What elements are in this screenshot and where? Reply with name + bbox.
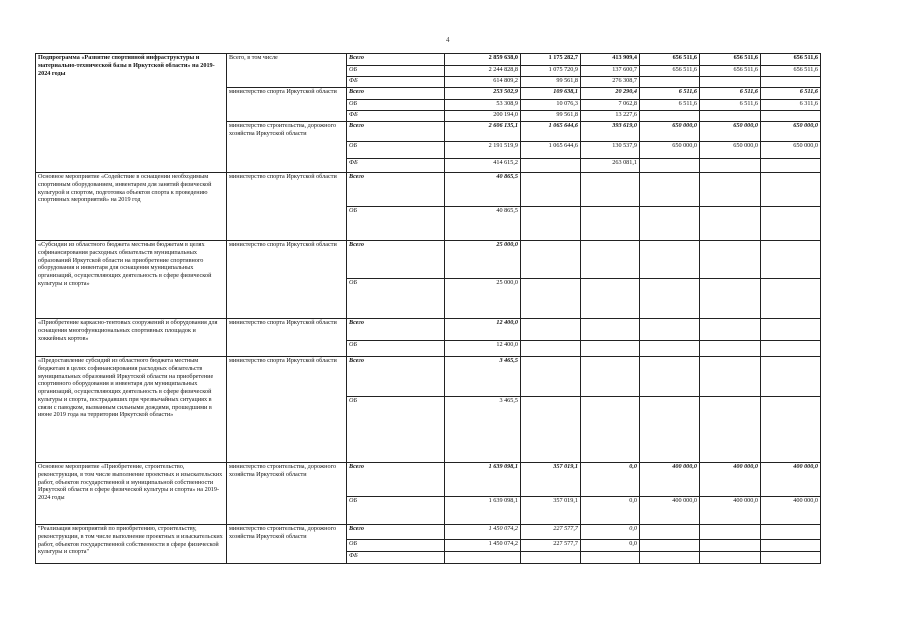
value-cell: 109 638,1 — [521, 88, 581, 100]
value-cell: 99 561,8 — [521, 111, 581, 122]
row-executor: министерство спорта Иркутской области — [227, 241, 347, 319]
value-cell: 656 511,6 — [700, 54, 761, 66]
row-executor: министерство спорта Иркутской области — [227, 319, 347, 357]
value-cell: 25 000,0 — [445, 279, 521, 319]
value-cell: 1 075 720,9 — [521, 66, 581, 77]
value-cell: 656 511,6 — [640, 54, 700, 66]
value-cell: 6 511,6 — [761, 88, 821, 100]
value-cell: 20 290,4 — [581, 88, 640, 100]
row-name-activity: «Предоставление субсидий из областного бюджета местным бюджетам в целях софинансирования расходных обязательств муниципальных образований Иркутской области на приобретение спортивного оборудования и инвентаря для муниципальных организаций, осуществляющих деятельность в сфере физической культуры и спорта, пострадавших при чрезвычайных ситуациях в связи с паводком, вызванным сильными дождями, прошедшими в июне 2019 года на территории Иркутской области» — [36, 357, 227, 463]
value-cell: 400 000,0 — [700, 497, 761, 525]
value-cell: 357 019,1 — [521, 497, 581, 525]
value-cell: 130 537,9 — [581, 142, 640, 159]
value-cell: 2 191 519,9 — [445, 142, 521, 159]
value-cell: 413 909,4 — [581, 54, 640, 66]
value-cell: 3 465,5 — [445, 397, 521, 463]
value-cell: 6 511,6 — [700, 88, 761, 100]
value-cell: 25 000,0 — [445, 241, 521, 279]
value-cell: 276 308,7 — [581, 77, 640, 88]
budget-table-lower — [35, 172, 821, 564]
source-fb: ФБ — [347, 159, 445, 173]
value-cell: 1 639 098,1 — [445, 497, 521, 525]
source-total: Всего — [347, 88, 445, 100]
value-cell: 656 511,6 — [640, 66, 700, 77]
row-executor: министерство спорта Иркутской области — [227, 357, 347, 463]
table-row — [36, 54, 821, 66]
value-cell: 2 606 135,1 — [445, 122, 521, 142]
value-cell: 1 065 644,6 — [521, 142, 581, 159]
source-ob: ОБ — [347, 207, 445, 241]
table-row — [36, 173, 821, 207]
table-row — [36, 241, 821, 279]
value-cell: 1 450 074,2 — [445, 540, 521, 552]
value-cell: 12 400,0 — [445, 319, 521, 341]
value-cell: 0,0 — [581, 463, 640, 497]
source-fb: ФБ — [347, 77, 445, 88]
value-cell: 650 000,0 — [761, 122, 821, 142]
value-cell: 656 511,6 — [761, 66, 821, 77]
value-cell: 227 577,7 — [521, 540, 581, 552]
value-cell: 0,0 — [581, 540, 640, 552]
budget-table — [35, 53, 821, 173]
value-cell: 400 000,0 — [761, 497, 821, 525]
row-name-subprogram: Подпрограмма «Развитие спортивной инфраструктуры и материально-технической базы в Иркутской области» на 2019-2024 годы — [36, 54, 227, 173]
source-total: Всего — [347, 241, 445, 279]
value-cell: 650 000,0 — [700, 122, 761, 142]
value-cell: 10 076,3 — [521, 100, 581, 111]
value-cell: 1 639 098,1 — [445, 463, 521, 497]
row-name-activity: «Приобретение каркасно-тентовых сооружений и оборудования для оснащения многофункциональных спортивных площадок и хоккейных кортов» — [36, 319, 227, 357]
source-ob: ОБ — [347, 279, 445, 319]
row-executor: министерство строительства, дорожного хозяйства Иркутской области — [227, 463, 347, 525]
source-ob: ОБ — [347, 100, 445, 111]
value-cell: 614 809,2 — [445, 77, 521, 88]
source-total: Всего — [347, 173, 445, 207]
value-cell: 7 062,8 — [581, 100, 640, 111]
row-name-activity: "Реализация мероприятий по приобретению, строительству, реконструкции, в том числе выполнение проектных и изыскательских работ, объектов государственной собственности в сфере физической культуры и спорта" — [36, 525, 227, 564]
table-row — [36, 357, 821, 397]
source-ob: ОБ — [347, 397, 445, 463]
value-cell: 13 227,6 — [581, 111, 640, 122]
value-cell: 650 000,0 — [640, 122, 700, 142]
value-cell: 393 619,0 — [581, 122, 640, 142]
value-cell: 2 859 638,0 — [445, 54, 521, 66]
value-cell: 1 175 282,7 — [521, 54, 581, 66]
value-cell: 137 600,7 — [581, 66, 640, 77]
row-executor: Всего, в том числе — [227, 54, 347, 88]
row-executor: министерство строительства, дорожного хозяйства Иркутской области — [227, 122, 347, 173]
source-ob: ОБ — [347, 66, 445, 77]
row-executor: министерство строительства, дорожного хозяйства Иркутской области — [227, 525, 347, 564]
value-cell: 0,0 — [581, 525, 640, 540]
row-executor: министерство спорта Иркутской области — [227, 88, 347, 122]
value-cell: 3 465,5 — [445, 357, 521, 397]
value-cell: 6 511,6 — [640, 88, 700, 100]
value-cell: 6 511,6 — [700, 100, 761, 111]
value-cell: 650 000,0 — [761, 142, 821, 159]
value-cell: 227 577,7 — [521, 525, 581, 540]
value-cell: 400 000,0 — [700, 463, 761, 497]
row-executor: министерство спорта Иркутской области — [227, 173, 347, 241]
source-ob: ОБ — [347, 341, 445, 357]
value-cell: 200 194,0 — [445, 111, 521, 122]
value-cell: 357 019,1 — [521, 463, 581, 497]
source-total: Всего — [347, 463, 445, 497]
source-total: Всего — [347, 54, 445, 66]
table-row — [36, 525, 821, 540]
value-cell: 400 000,0 — [640, 497, 700, 525]
source-total: Всего — [347, 357, 445, 397]
value-cell: 99 561,8 — [521, 77, 581, 88]
source-ob: ОБ — [347, 540, 445, 552]
value-cell: 6 511,6 — [640, 100, 700, 111]
row-name-activity: Основное мероприятие «Содействие в оснащении необходимым спортивным оборудованием, инвентарем для занятий физической культурой и спортом, подготовка объектов спорта к проведению спортивных мероприятий» на 2019 год — [36, 173, 227, 241]
value-cell: 6 311,6 — [761, 100, 821, 111]
value-cell: 656 511,6 — [700, 66, 761, 77]
source-ob: ОБ — [347, 497, 445, 525]
value-cell: 253 502,9 — [445, 88, 521, 100]
value-cell: 40 865,5 — [445, 173, 521, 207]
value-cell: 12 400,0 — [445, 341, 521, 357]
table-row — [36, 463, 821, 497]
table-row — [36, 319, 821, 341]
source-ob: ОБ — [347, 142, 445, 159]
row-name-activity: «Субсидии из областного бюджета местным бюджетам в целях софинансирования расходных обязательств муниципальных образований Иркутской области на приобретение спортивного оборудования и инвентаря для оснащения муниципальных организаций, осуществляющих деятельность в сфере физической культуры и спорта» — [36, 241, 227, 319]
source-fb: ФБ — [347, 552, 445, 564]
value-cell: 400 000,0 — [640, 463, 700, 497]
value-cell: 40 865,5 — [445, 207, 521, 241]
value-cell: 263 081,1 — [581, 159, 640, 173]
source-total: Всего — [347, 319, 445, 341]
value-cell: 650 000,0 — [700, 142, 761, 159]
value-cell: 650 000,0 — [640, 142, 700, 159]
value-cell: 0,0 — [581, 497, 640, 525]
value-cell: 414 615,2 — [445, 159, 521, 173]
source-total: Всего — [347, 122, 445, 142]
value-cell: 400 000,0 — [761, 463, 821, 497]
value-cell: 53 308,9 — [445, 100, 521, 111]
value-cell: 2 244 828,8 — [445, 66, 521, 77]
value-cell: 656 511,6 — [761, 54, 821, 66]
row-name-activity: Основное мероприятие «Приобретение, строительство, реконструкция, в том числе выполнение проектных и изыскательских работ, объектов государственной и муниципальной собственности Иркутской области в сфере физической культуры и спорта» на 2019-2024 годы — [36, 463, 227, 525]
source-fb: ФБ — [347, 111, 445, 122]
value-cell: 1 065 644,6 — [521, 122, 581, 142]
source-total: Всего — [347, 525, 445, 540]
value-cell: 1 450 074,2 — [445, 525, 521, 540]
page-number: 4 — [446, 36, 450, 44]
